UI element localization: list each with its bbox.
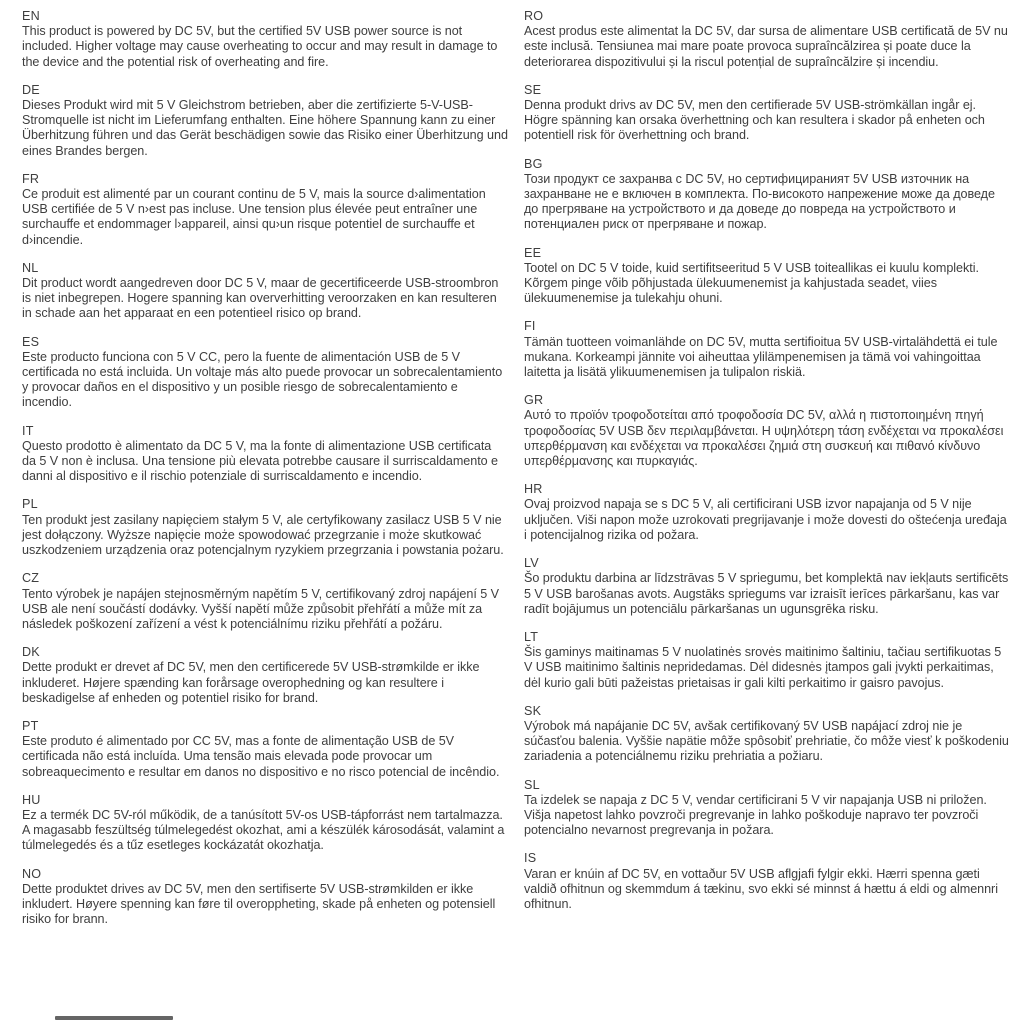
language-code-es: ES xyxy=(22,334,40,349)
language-code-ro: RO xyxy=(524,9,544,23)
lang-block-en xyxy=(22,9,508,70)
warning-text-hr: Ovaj proizvod napaja se s DC 5 V, ali certificirani USB izvor napajanja od 5 V nije uključen. Viši napon može uzrokovati pregrijavanje i može dovesti do oštećenja uređaja i potencijalnog rizika od požara. xyxy=(524,497,1007,542)
lang-block-ee xyxy=(524,246,1010,307)
warning-text-es: Este producto funciona con 5 V CC, pero la fuente de alimentación USB de 5 V certificada no está incluida. Un voltaje más alto puede provocar un sobrecalentamiento y provocar daños en el dispositivo y un posible riesgo de sobrecalentamiento e incendio. xyxy=(22,349,503,410)
language-code-pl: PL xyxy=(22,497,38,512)
language-code-lt: LT xyxy=(524,629,539,644)
language-code-sk: SK xyxy=(524,703,542,718)
lang-block-ro xyxy=(524,9,1010,70)
language-code-fi: FI xyxy=(524,319,536,334)
language-code-lv: LV xyxy=(524,556,539,571)
warning-text-gr: Αυτό το προϊόν τροφοδοτείται από τροφοδοσία DC 5V, αλλά η πιστοποιημένη πηγή τροφοδοσίας 5V USB δεν περιλαμβάνεται. Η υψηλότερη τάση ενδέχεται να προκαλέσει υπερθέρμανση και ενδέχεται να προκαλέσει ζημιά στη συσκευή και πιθανό κίνδυνο υπερθέρμανσης και πυρκαγιάς. xyxy=(524,408,1004,469)
lang-block-lt xyxy=(524,630,1010,691)
language-code-hr: HR xyxy=(524,482,543,497)
lang-block-hu xyxy=(22,793,508,854)
warning-text-hu: Ez a termék DC 5V-ról működik, de a tanúsított 5V-os USB-tápforrást nem tartalmazza. A magasabb feszültség túlmelegedést okozhat, ami a készülék károsodását, valamint a túlmelegedés és a tűz esetleges kockázatát okozhatja. xyxy=(22,807,505,853)
lang-block-sl xyxy=(524,778,1010,839)
warning-text-it: Questo prodotto è alimentato da DC 5 V, ma la fonte di alimentazione USB certificata da 5 V non è inclusa. Una tensione più elevata potrebbe causare il surriscaldamento e danni al dispositivo e il rischio potenziale di surriscaldamento e incendio. xyxy=(22,438,499,484)
lang-block-dk xyxy=(22,645,508,706)
warning-text-sk: Výrobok má napájanie DC 5V, avšak certifikovaný 5V USB napájací zdroj nie je súčasťou balenia. Vyššie napätie môže spôsobiť prehriatie, čo môže viesť k poškodeniu zariadenia a potenciálnemu riziku prehriatia a požiaru. xyxy=(524,718,1009,764)
language-code-dk: DK xyxy=(22,645,40,660)
language-code-bg: BG xyxy=(524,156,543,171)
language-code-ee: EE xyxy=(524,245,542,260)
warning-text-de: Dieses Produkt wird mit 5 V Gleichstrom betrieben, aber die zertifizierte 5-V-USB-Stromquelle ist nicht im Lieferumfang enthalten. Eine höhere Spannung kann zu einer Überhitzung führen und das Gerät beschädigen sowie das Risiko einer Überhitzung und eines Brandes bergen. xyxy=(22,98,508,158)
language-code-en: EN xyxy=(22,9,40,23)
lang-block-gr xyxy=(524,393,1010,469)
scan-artifact xyxy=(55,1016,173,1020)
lang-block-pt xyxy=(22,719,508,780)
warning-text-is: Varan er knúin af DC 5V, en vottaður 5V USB aflgjafi fylgir ekki. Hærri spenna gæti valdið ofhitnun og skemmdum á tækinu, svo ekki sé minnst á hættu á eldi og almennri ofhitnun. xyxy=(524,866,998,911)
language-code-de: DE xyxy=(22,82,40,97)
lang-block-de xyxy=(22,83,508,159)
lang-block-nl xyxy=(22,261,508,322)
language-code-pt: PT xyxy=(22,718,39,733)
warning-text-pt: Este produto é alimentado por CC 5V, mas a fonte de alimentação USB de 5V certificada não está incluída. Uma tensão mais elevada pode provocar um sobreaquecimento e resultar em danos no dispositivo e no risco potencial de incêndio. xyxy=(22,734,500,779)
lang-block-fr xyxy=(22,172,508,248)
warning-text-no: Dette produktet drives av DC 5V, men den sertifiserte 5V USB-strømkilden er ikke inkludert. Høyere spenning kan føre til overoppheting, skade på enheten og potensiell risiko for brann. xyxy=(22,881,496,927)
lang-block-bg xyxy=(524,157,1010,233)
lang-block-sk xyxy=(524,704,1010,765)
lang-block-fi xyxy=(524,319,1010,380)
language-code-no: NO xyxy=(22,866,42,881)
lang-block-no xyxy=(22,867,508,928)
language-code-is: IS xyxy=(524,851,537,866)
warning-text-fr: Ce produit est alimenté par un courant continu de 5 V, mais la source d›alimentation USB certifiée de 5 V n›est pas incluse. Une tension plus élevée peut entraîner une surchauffe et endommager l›appareil, ainsi qu›un risque potentiel de surchauffe et d›incendie. xyxy=(22,187,486,247)
language-code-cz: CZ xyxy=(22,571,40,586)
left-column xyxy=(22,9,508,940)
warning-text-sl: Ta izdelek se napaja z DC 5 V, vendar certificirani 5 V vir napajanja USB ni priložen. Višja napetost lahko povzroči pregrevanje in lahko poškoduje napravo ter povzroči potencialno nevarnost pregrevanja in požara. xyxy=(524,792,987,838)
language-code-fr: FR xyxy=(22,171,40,186)
language-code-hu: HU xyxy=(22,792,41,807)
lang-block-it xyxy=(22,424,508,485)
language-code-it: IT xyxy=(22,423,34,438)
lang-block-es xyxy=(22,335,508,411)
lang-block-is xyxy=(524,851,1010,912)
language-code-sl: SL xyxy=(524,777,540,792)
language-code-gr: GR xyxy=(524,393,544,408)
warning-text-lt: Šis gaminys maitinamas 5 V nuolatinės srovės maitinimo šaltiniu, tačiau sertifikuotas 5 V USB maitinimo šaltinis nepridedamas. Dėl didesnės įtampos gali įvykti perkaitimas, dėl kurio gali būti pažeistas prietaisas ir gali kilti perkaitimo ir gaisro pavojus. xyxy=(524,645,1002,690)
warning-text-en: This product is powered by DC 5V, but the certified 5V USB power source is not included. Higher voltage may cause overheating to occur and may result in damage to the device and the potential risk of overheating and fire. xyxy=(22,24,498,69)
warning-text-ee: Tootel on DC 5 V toide, kuid sertifitseeritud 5 V USB toiteallikas ei kuulu komplekti. Kõrgem pinge võib põhjustada ülekuumenemist ja kahjustada seadet, viies ülekuumenemise ja tulekahju ohuni. xyxy=(524,260,979,306)
lang-block-hr xyxy=(524,482,1010,543)
warning-text-bg: Този продукт се захранва с DC 5V, но сертифицираният 5V USB източник на захранване не е включен в комплекта. По-високото напрежение може да доведе до прегряване на устройството и да доведе до повреда на устройството и потенциален риск от прегряване и пожар. xyxy=(524,171,995,232)
warning-text-dk: Dette produkt er drevet af DC 5V, men den certificerede 5V USB-strømkilde er ikke inkluderet. Højere spænding kan forårsage overophedning og kan resultere i beskadigelse af enheden og potentiel risiko for brand. xyxy=(22,660,480,705)
language-code-nl: NL xyxy=(22,260,39,275)
lang-block-se xyxy=(524,83,1010,144)
warning-text-lv: Šo produktu darbina ar līdzstrāvas 5 V spriegumu, bet komplektā nav iekļauts sertificēts 5 V USB barošanas avots. Augstāks spriegums var izraisīt ierīces pārkaršanu, kas var radīt bojājumus un potenciālu pārkaršanas un ugunsgrēka risku. xyxy=(524,571,1009,616)
warning-text-nl: Dit product wordt aangedreven door DC 5 V, maar de gecertificeerde USB-stroombron is niet inbegrepen. Hogere spanning kan oververhitting veroorzaken en kan resulteren in schade aan het apparaat en een potentieel risico op brand. xyxy=(22,276,499,321)
warning-text-ro: Acest produs este alimentat la DC 5V, dar sursa de alimentare USB certificată de 5V nu este inclusă. Tensiunea mai mare poate provoca supraîncălzirea și poate duce la deteriorarea dispozitivului și la riscul potențial de supraîncălzire și incendiu. xyxy=(524,24,1008,69)
warning-text-pl: Ten produkt jest zasilany napięciem stałym 5 V, ale certyfikowany zasilacz USB 5 V nie jest dołączony. Wyższe napięcie może spowodować przegrzanie i może skutkować uszkodzeniem urządzenia oraz potencjalnym ryzykiem przegrzania i powstania pożaru. xyxy=(22,512,504,558)
right-column xyxy=(524,9,1010,940)
language-code-se: SE xyxy=(524,82,542,97)
lang-block-cz xyxy=(22,571,508,632)
warning-text-cz: Tento výrobek je napájen stejnosměrným napětím 5 V, certifikovaný zdroj napájení 5 V USB ale není součástí dodávky. Vyšší napětí může způsobit přehřátí a může mít za následek poškození zařízení a vést k potenciálnímu riziku přehřátí a požáru. xyxy=(22,586,499,631)
warning-text-se: Denna produkt drivs av DC 5V, men den certifierade 5V USB-strömkällan ingår ej. Högre spänning kan orsaka överhettning och kan resultera i skador på enheten och potentiell risk för överhettning och brand. xyxy=(524,98,985,143)
lang-block-pl xyxy=(22,497,508,558)
warning-text-fi: Tämän tuotteen voimanlähde on DC 5V, mutta sertifioitua 5V USB-virtalähdettä ei tule mukana. Korkeampi jännite voi aiheuttaa ylilämpenemisen ja tämä voi vahingoittaa laitetta ja lisätä ylikuumenemisen ja tulipalon riskiä. xyxy=(524,334,998,380)
lang-block-lv xyxy=(524,556,1010,617)
